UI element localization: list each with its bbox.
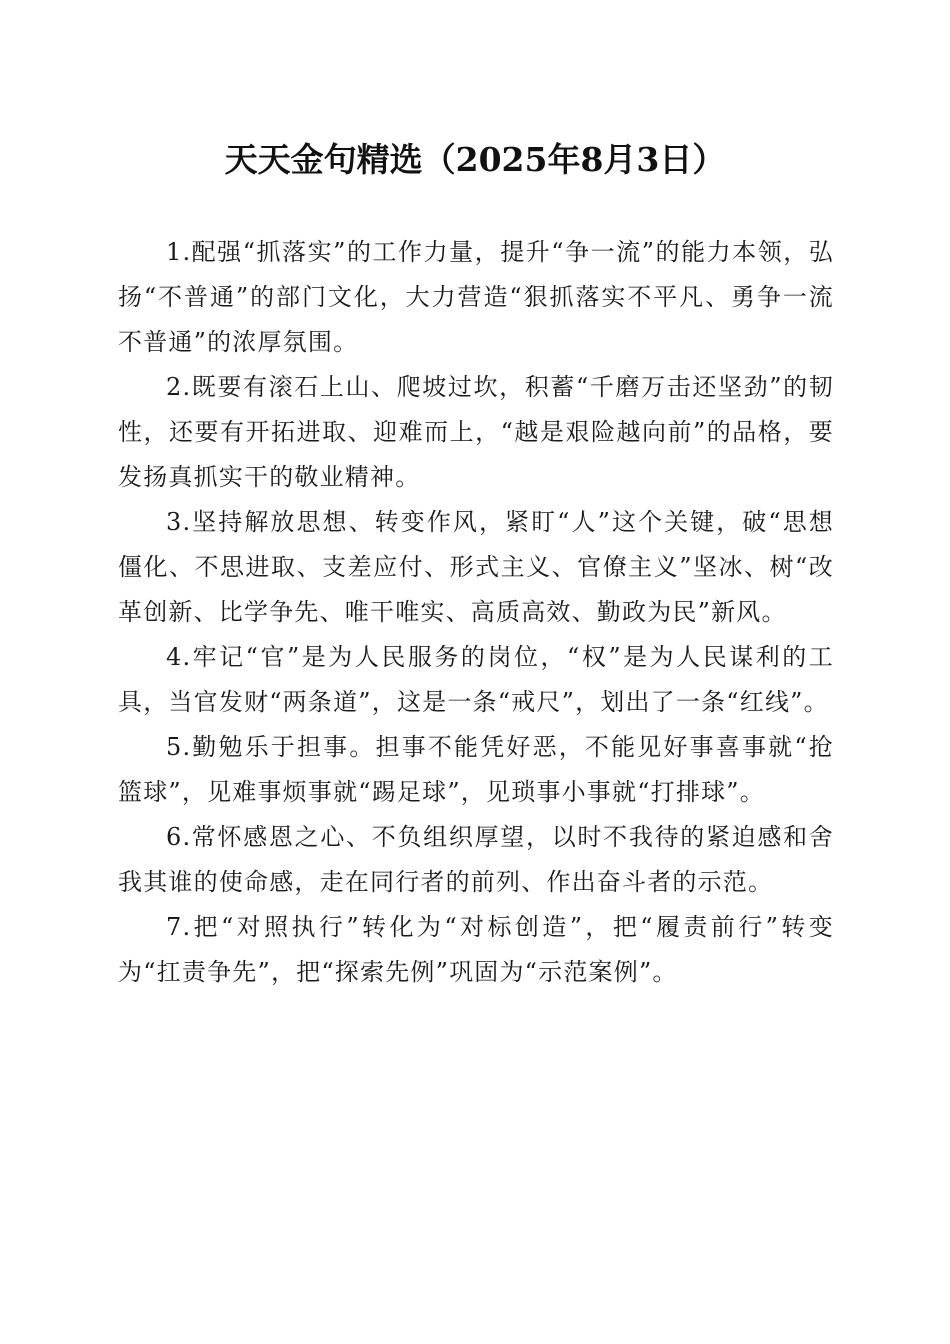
- paragraph-5: 5.勤勉乐于担事。担事不能凭好恶，不能见好事喜事就“抢篮球”，见难事烦事就“踢足球”，见琐事小事就“打排球”。: [118, 733, 834, 806]
- paragraph-7: 7.把“对照执行”转化为“对标创造”，把“履责前行”转变为“扛责争先”，把“探索先例”巩固为“示范案例”。: [118, 913, 834, 986]
- paragraph-3: 3.坚持解放思想、转变作风，紧盯“人”这个关键，破“思想僵化、不思进取、支差应付、形式主义、官僚主义”坚冰、树“改革创新、比学争先、唯干唯实、高质高效、勤政为民”新风。: [118, 508, 834, 626]
- paragraph-2: 2.既要有滚石上山、爬坡过坎，积蓄“千磨万击还坚劲”的韧性，还要有开拓进取、迎难而上，“越是艰险越向前”的品格，要发扬真抓实干的敬业精神。: [118, 373, 834, 491]
- paragraph-4: 4.牢记“官”是为人民服务的岗位，“权”是为人民谋利的工具，当官发财“两条道”，这是一条“戒尺”，划出了一条“红线”。: [118, 643, 834, 716]
- document-title: 天天金句精选（2025年8月3日）: [224, 140, 726, 179]
- document-body: [118, 230, 834, 995]
- paragraph-6: 6.常怀感恩之心、不负组织厚望，以时不我待的紧迫感和舍我其谁的使命感，走在同行者的前列、作出奋斗者的示范。: [118, 823, 834, 896]
- paragraph-1: 1.配强“抓落实”的工作力量，提升“争一流”的能力本领，弘扬“不普通”的部门文化，大力营造“狠抓落实不平凡、勇争一流不普通”的浓厚氛围。: [118, 238, 834, 356]
